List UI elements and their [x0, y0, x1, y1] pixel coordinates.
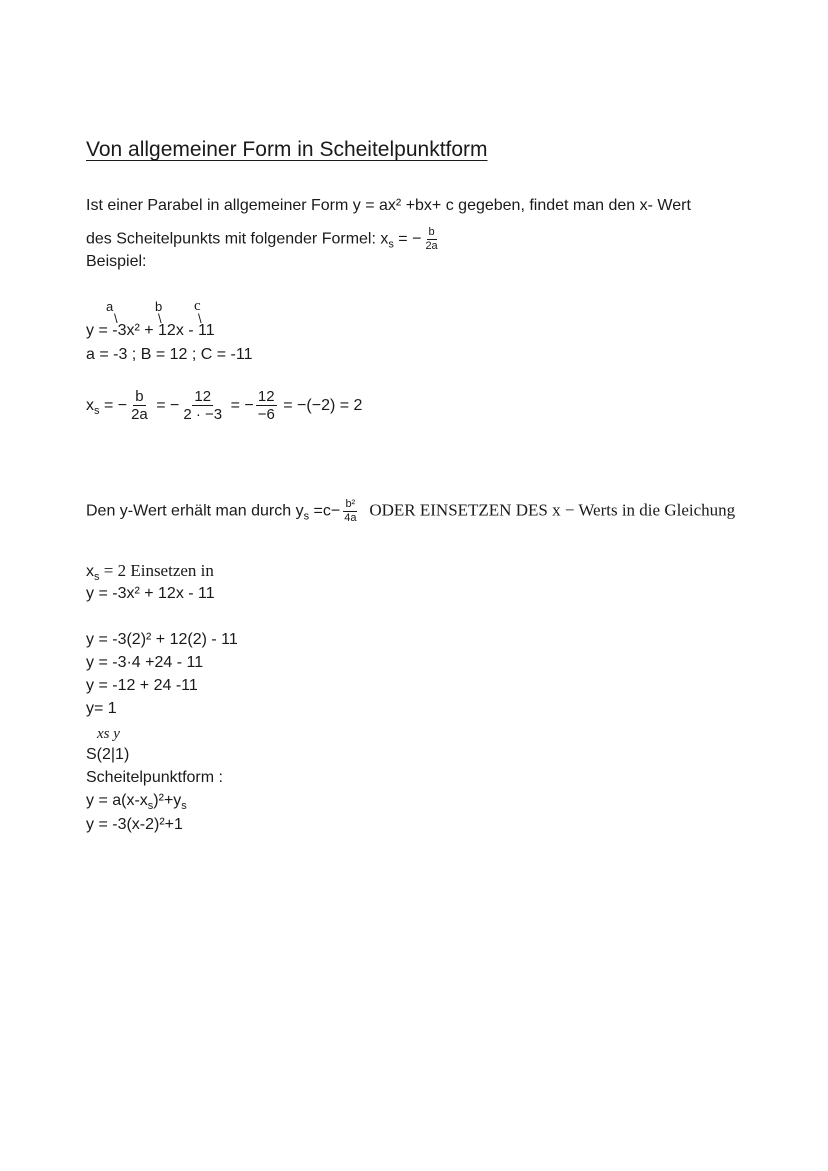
fraction-2 — [181, 388, 224, 424]
coefficient-mark-a: a — [106, 299, 114, 314]
intro-equals: = − — [393, 230, 422, 248]
fraction-numerator: b — [428, 226, 435, 238]
y-fraction-numerator: b² — [345, 498, 356, 510]
step-2: y = -3·4 +24 - 11 — [86, 654, 204, 671]
fraction-3-denominator: −6 — [257, 406, 275, 424]
example-equation: y = -3x² + 12x - 11 — [86, 322, 215, 339]
intro-fraction — [423, 226, 439, 252]
tick-mark-b: \ — [158, 311, 162, 326]
y-value-fraction — [342, 498, 358, 524]
xs-subscript: s — [94, 404, 100, 417]
insert-xs: x — [86, 563, 94, 580]
vertex-form-sub-2: s — [181, 800, 187, 812]
insert-equation: y = -3x² + 12x - 11 — [86, 585, 215, 602]
fraction-2-denominator: 2 · −3 — [183, 406, 223, 424]
equals-2: = − — [151, 396, 180, 414]
vertex-form-general — [86, 790, 187, 817]
coefficient-mark-c: c — [194, 298, 201, 314]
vertex-form-part-b: )²+y — [153, 792, 182, 809]
intro-line-1: Ist einer Parabel in allgemeiner Form y = ax² +bx+ c gegeben, findet man den x- Wert — [86, 197, 691, 214]
y-value-alternative: ODER EINSETZEN DES x − Werts in die Gleichung — [369, 500, 736, 520]
xs-calculation — [86, 388, 362, 424]
fraction-1 — [129, 388, 150, 424]
fraction-3 — [256, 388, 277, 424]
y-fraction-denominator: 4a — [344, 511, 357, 524]
page-title: Von allgemeiner Form in Scheitelpunktform — [86, 138, 488, 161]
tick-mark-a: \ — [114, 311, 118, 326]
insert-text: = 2 Einsetzen in — [99, 561, 214, 580]
y-value-line — [86, 498, 735, 527]
intro-text: des Scheitelpunkts mit folgender Formel: x — [86, 230, 389, 248]
intro-subscript: s — [388, 238, 394, 251]
coefficients-line: a = -3 ; B = 12 ; C = -11 — [86, 346, 253, 363]
vertex-form-result: y = -3(x-2)²+1 — [86, 816, 183, 833]
vertex-form-part-a: y = a(x-x — [86, 792, 148, 809]
vertex-point: S(2|1) — [86, 746, 130, 763]
fraction-2-numerator: 12 — [194, 388, 212, 405]
fraction-3-numerator: 12 — [257, 388, 275, 405]
beispiel-label: Beispiel: — [86, 253, 147, 270]
ys-subscript: s — [303, 510, 310, 523]
calc-result: = −(−2) = 2 — [278, 396, 363, 414]
fraction-denominator: 2a — [425, 239, 438, 252]
xs-symbol: x — [86, 396, 94, 414]
coefficient-mark-b: b — [155, 299, 163, 314]
equals-1: = − — [99, 396, 128, 414]
vertex-form-sub-1: s — [147, 800, 154, 812]
tick-mark-c: \ — [198, 311, 202, 326]
step-1: y = -3(2)² + 12(2) - 11 — [86, 631, 238, 648]
y-value-equals: =c− — [309, 502, 341, 520]
fraction-1-numerator: b — [135, 388, 144, 405]
step-4: y= 1 — [86, 700, 117, 717]
insert-xs-subscript: s — [94, 571, 100, 583]
equals-3: = − — [226, 396, 254, 414]
vertex-hand-marks: xs y — [97, 726, 120, 742]
step-3: y = -12 + 24 -11 — [86, 677, 198, 694]
y-value-text: Den y-Wert erhält man durch y — [86, 502, 304, 520]
scheitel-label: Scheitelpunktform : — [86, 769, 223, 786]
fraction-1-denominator: 2a — [131, 406, 148, 424]
